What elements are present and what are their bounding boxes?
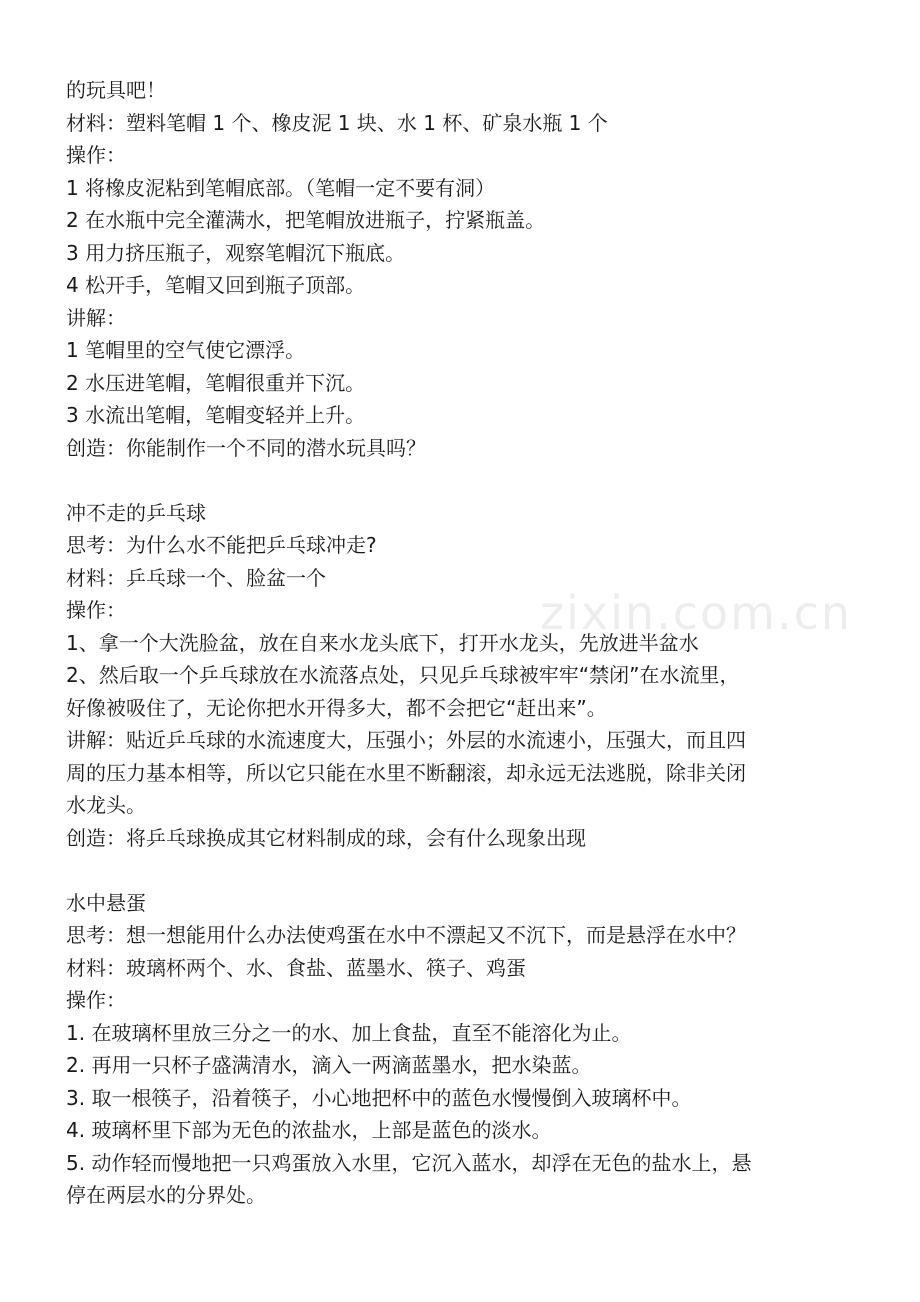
pingpong-step: 1、拿一个大洗脸盆，放在自来水龙头底下，打开水龙头，先放进半盆水 xyxy=(66,630,699,655)
intro-create: 创造：你能制作一个不同的潜水玩具吗？ xyxy=(66,435,426,460)
spacer xyxy=(66,854,866,887)
egg-title: 水中悬蛋 xyxy=(66,890,146,915)
egg-materials: 材料：玻璃杯两个、水、食盐、蓝墨水、筷子、鸡蛋 xyxy=(66,955,526,980)
pingpong-ops-label: 操作： xyxy=(66,598,126,622)
pingpong-materials: 材料：乒乓球一个、脸盆一个 xyxy=(66,565,326,590)
intro-explain: 2 水压进笔帽，笔帽很重并下沉。 xyxy=(66,370,366,395)
pingpong-create: 创造：将乒乓球换成其它材料制成的球，会有什么现象出现 xyxy=(66,825,586,850)
intro-step: 1 将橡皮泥粘到笔帽底部。（笔帽一定不要有洞） xyxy=(66,175,496,200)
pingpong-explain: 周的压力基本相等，所以它只能在水里不断翻滚，却永远无法逃脱，除非关闭 xyxy=(66,760,746,785)
intro-materials: 材料：塑料笔帽 1 个、橡皮泥 1 块、水 1 杯、矿泉水瓶 1 个 xyxy=(66,110,608,135)
spacer xyxy=(66,464,866,497)
egg-step: 5. 动作轻而慢地把一只鸡蛋放入水里，它沉入蓝水，却浮在无色的盐水上，悬 xyxy=(66,1150,752,1175)
intro-step: 3 用力挤压瓶子，观察笔帽沉下瓶底。 xyxy=(66,240,406,265)
document-page xyxy=(66,74,866,1212)
intro-step: 4 松开手，笔帽又回到瓶子顶部。 xyxy=(66,273,366,297)
egg-ops-label: 操作： xyxy=(66,988,126,1012)
intro-step: 2 在水瓶中完全灌满水，把笔帽放进瓶子，拧紧瓶盖。 xyxy=(66,208,546,232)
pingpong-step: 2、然后取一个乒乓球放在水流落点处，只见乒乓球被牢牢“禁闭”在水流里， xyxy=(66,663,740,687)
pingpong-step: 好像被吸住了，无论你把水开得多大，都不会把它“赶出来”。 xyxy=(66,695,607,720)
pingpong-title: 冲不走的乒乓球 xyxy=(66,500,206,525)
egg-step: 4. 玻璃杯里下部为无色的浓盐水，上部是蓝色的淡水。 xyxy=(66,1118,552,1142)
egg-step: 停在两层水的分界处。 xyxy=(66,1183,266,1207)
intro-explain-label: 讲解： xyxy=(66,305,126,330)
pingpong-explain: 讲解：贴近乒乓球的水流速度大，压强小；外层的水流速小，压强大，而且四 xyxy=(66,728,746,752)
intro-explain: 3 水流出笔帽，笔帽变轻并上升。 xyxy=(66,403,366,427)
intro-ops-label: 操作： xyxy=(66,143,126,167)
intro-line: 的玩具吧！ xyxy=(66,78,166,102)
intro-explain: 1 笔帽里的空气使它漂浮。 xyxy=(66,338,306,362)
egg-step: 1. 在玻璃杯里放三分之一的水、加上食盐，直至不能溶化为止。 xyxy=(66,1020,632,1045)
pingpong-think: 思考：为什么水不能把乒乓球冲走? xyxy=(66,533,377,557)
watermark-text: zixin.com.cn xyxy=(540,586,853,640)
egg-step: 3. 取一根筷子，沿着筷子，小心地把杯中的蓝色水慢慢倒入玻璃杯中。 xyxy=(66,1085,692,1110)
egg-think: 思考：想一想能用什么办法使鸡蛋在水中不漂起又不沉下，而是悬浮在水中？ xyxy=(66,923,746,947)
egg-step: 2. 再用一只杯子盛满清水，滴入一两滴蓝墨水，把水染蓝。 xyxy=(66,1053,592,1077)
pingpong-explain: 水龙头。 xyxy=(66,793,146,817)
